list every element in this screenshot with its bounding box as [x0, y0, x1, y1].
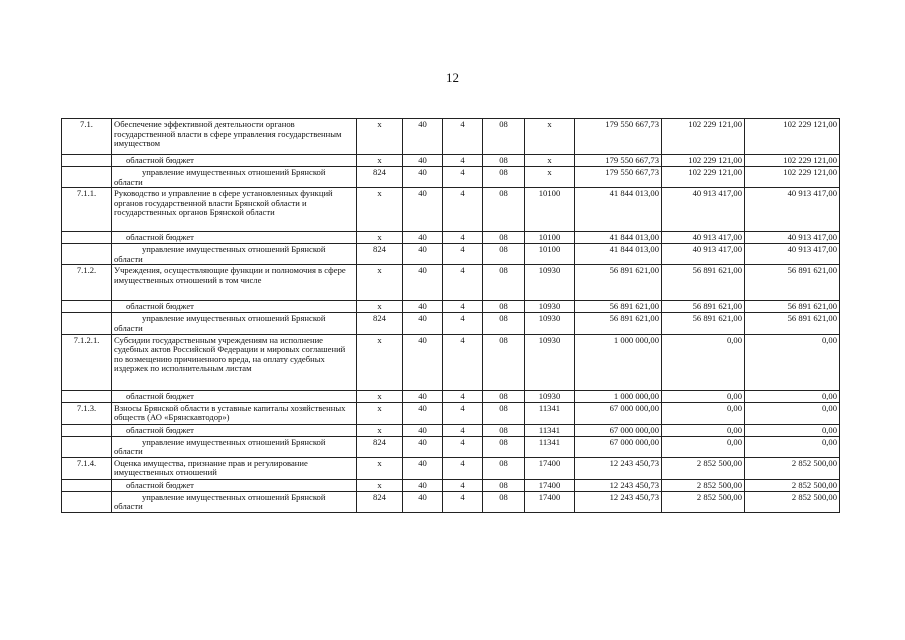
amount-cell: 12 243 450,73 — [575, 491, 662, 512]
budget-table — [61, 118, 840, 513]
code-cell: 11341 — [525, 424, 575, 436]
code-cell: х — [357, 119, 403, 155]
code-cell: 10930 — [525, 301, 575, 313]
code-cell: 40 — [403, 232, 443, 244]
code-cell: 08 — [483, 155, 525, 167]
table-row — [62, 265, 840, 301]
table-row — [62, 390, 840, 402]
code-cell: 824 — [357, 244, 403, 265]
code-cell: 4 — [443, 232, 483, 244]
amount-cell: 56 891 621,00 — [575, 265, 662, 301]
code-cell: 4 — [443, 244, 483, 265]
row-number-cell: 7.1. — [62, 119, 112, 155]
amount-cell: 0,00 — [745, 402, 840, 424]
amount-cell: 40 913 417,00 — [745, 244, 840, 265]
table-row — [62, 167, 840, 188]
code-cell: 08 — [483, 390, 525, 402]
amount-cell: 179 550 667,73 — [575, 119, 662, 155]
code-cell: 40 — [403, 188, 443, 232]
row-number-cell — [62, 244, 112, 265]
amount-cell: 41 844 013,00 — [575, 244, 662, 265]
code-cell: 4 — [443, 402, 483, 424]
amount-cell: 2 852 500,00 — [745, 457, 840, 479]
code-cell: 824 — [357, 491, 403, 512]
code-cell: 08 — [483, 436, 525, 457]
amount-cell: 0,00 — [662, 402, 745, 424]
amount-cell: 102 229 121,00 — [745, 119, 840, 155]
code-cell: 08 — [483, 188, 525, 232]
row-name-cell: управление имущественных отношений Брянской области — [112, 313, 357, 334]
code-cell: 40 — [403, 436, 443, 457]
row-name-cell: областной бюджет — [112, 232, 357, 244]
code-cell: 824 — [357, 167, 403, 188]
amount-cell: 56 891 621,00 — [662, 265, 745, 301]
code-cell: х — [357, 479, 403, 491]
row-number-cell: 7.1.2.1. — [62, 334, 112, 390]
row-number-cell: 7.1.3. — [62, 402, 112, 424]
code-cell: 4 — [443, 390, 483, 402]
row-name-cell: областной бюджет — [112, 479, 357, 491]
code-cell: 4 — [443, 491, 483, 512]
row-number-cell — [62, 479, 112, 491]
row-number-cell — [62, 436, 112, 457]
code-cell: 40 — [403, 402, 443, 424]
code-cell: 17400 — [525, 457, 575, 479]
row-number-cell — [62, 167, 112, 188]
code-cell: 4 — [443, 424, 483, 436]
code-cell: х — [357, 232, 403, 244]
code-cell: 08 — [483, 491, 525, 512]
code-cell: 4 — [443, 479, 483, 491]
row-number-cell: 7.1.2. — [62, 265, 112, 301]
row-number-cell — [62, 313, 112, 334]
amount-cell: 56 891 621,00 — [662, 313, 745, 334]
amount-cell: 2 852 500,00 — [662, 491, 745, 512]
table-row — [62, 119, 840, 155]
table-row — [62, 479, 840, 491]
amount-cell: 40 913 417,00 — [662, 188, 745, 232]
table-row — [62, 155, 840, 167]
amount-cell: 56 891 621,00 — [575, 301, 662, 313]
amount-cell: 40 913 417,00 — [745, 232, 840, 244]
amount-cell: 67 000 000,00 — [575, 436, 662, 457]
code-cell: 17400 — [525, 491, 575, 512]
code-cell: 40 — [403, 119, 443, 155]
row-number-cell — [62, 301, 112, 313]
code-cell: х — [357, 457, 403, 479]
code-cell: 4 — [443, 313, 483, 334]
code-cell: 10930 — [525, 313, 575, 334]
code-cell: х — [357, 155, 403, 167]
amount-cell: 0,00 — [662, 424, 745, 436]
amount-cell: 12 243 450,73 — [575, 457, 662, 479]
table-row — [62, 491, 840, 512]
table-row — [62, 232, 840, 244]
amount-cell: 40 913 417,00 — [662, 244, 745, 265]
amount-cell: 0,00 — [662, 436, 745, 457]
code-cell: 11341 — [525, 402, 575, 424]
row-name-cell: областной бюджет — [112, 155, 357, 167]
code-cell: 4 — [443, 436, 483, 457]
row-number-cell: 7.1.4. — [62, 457, 112, 479]
amount-cell: 12 243 450,73 — [575, 479, 662, 491]
amount-cell: 0,00 — [662, 390, 745, 402]
code-cell: 08 — [483, 402, 525, 424]
amount-cell: 102 229 121,00 — [662, 119, 745, 155]
code-cell: 10930 — [525, 334, 575, 390]
amount-cell: 0,00 — [662, 334, 745, 390]
amount-cell: 2 852 500,00 — [662, 479, 745, 491]
amount-cell: 0,00 — [745, 436, 840, 457]
code-cell: 10100 — [525, 188, 575, 232]
amount-cell: 102 229 121,00 — [745, 155, 840, 167]
code-cell: 40 — [403, 167, 443, 188]
amount-cell: 102 229 121,00 — [662, 155, 745, 167]
code-cell: 824 — [357, 313, 403, 334]
code-cell: 08 — [483, 424, 525, 436]
code-cell: 40 — [403, 334, 443, 390]
code-cell: 4 — [443, 155, 483, 167]
amount-cell: 41 844 013,00 — [575, 232, 662, 244]
code-cell: 40 — [403, 244, 443, 265]
table-row — [62, 244, 840, 265]
table-row — [62, 402, 840, 424]
table-row — [62, 313, 840, 334]
code-cell: 08 — [483, 265, 525, 301]
amount-cell: 56 891 621,00 — [575, 313, 662, 334]
row-number-cell — [62, 424, 112, 436]
code-cell: х — [357, 265, 403, 301]
amount-cell: 56 891 621,00 — [745, 301, 840, 313]
code-cell: 08 — [483, 244, 525, 265]
code-cell: 11341 — [525, 436, 575, 457]
code-cell: х — [357, 334, 403, 390]
amount-cell: 41 844 013,00 — [575, 188, 662, 232]
row-name-cell: управление имущественных отношений Брянской области — [112, 167, 357, 188]
amount-cell: 56 891 621,00 — [745, 313, 840, 334]
code-cell: 08 — [483, 457, 525, 479]
row-name-cell: управление имущественных отношений Брянской области — [112, 436, 357, 457]
table-row — [62, 424, 840, 436]
code-cell: х — [525, 155, 575, 167]
code-cell: х — [525, 167, 575, 188]
row-name-cell: областной бюджет — [112, 390, 357, 402]
table-row — [62, 436, 840, 457]
code-cell: 4 — [443, 119, 483, 155]
code-cell: 40 — [403, 457, 443, 479]
amount-cell: 1 000 000,00 — [575, 334, 662, 390]
code-cell: 40 — [403, 424, 443, 436]
table-row — [62, 457, 840, 479]
amount-cell: 67 000 000,00 — [575, 424, 662, 436]
table-body — [62, 119, 840, 513]
row-name-cell: управление имущественных отношений Брянской области — [112, 491, 357, 512]
code-cell: 4 — [443, 265, 483, 301]
row-number-cell — [62, 390, 112, 402]
amount-cell: 67 000 000,00 — [575, 402, 662, 424]
code-cell: 4 — [443, 334, 483, 390]
code-cell: 4 — [443, 188, 483, 232]
code-cell: 17400 — [525, 479, 575, 491]
code-cell: 40 — [403, 491, 443, 512]
row-name-cell: управление имущественных отношений Брянской области — [112, 244, 357, 265]
amount-cell: 179 550 667,73 — [575, 167, 662, 188]
code-cell: х — [357, 402, 403, 424]
code-cell: 08 — [483, 313, 525, 334]
code-cell: х — [357, 390, 403, 402]
amount-cell: 1 000 000,00 — [575, 390, 662, 402]
row-name-cell: Учреждения, осуществляющие функции и полномочия в сфере имущественных отношений в том числе — [112, 265, 357, 301]
amount-cell: 40 913 417,00 — [745, 188, 840, 232]
code-cell: х — [357, 301, 403, 313]
code-cell: 10930 — [525, 265, 575, 301]
code-cell: 10100 — [525, 232, 575, 244]
code-cell: 40 — [403, 301, 443, 313]
row-name-cell: Взносы Брянской области в уставные капиталы хозяйственных обществ (АО «Брянскавтодор») — [112, 402, 357, 424]
row-name-cell: областной бюджет — [112, 424, 357, 436]
code-cell: 40 — [403, 479, 443, 491]
row-name-cell: Руководство и управление в сфере установленных функций органов государственной власти Брянской области и государственных органов Брянской области — [112, 188, 357, 232]
table-row — [62, 301, 840, 313]
amount-cell: 2 852 500,00 — [745, 491, 840, 512]
code-cell: 08 — [483, 167, 525, 188]
amount-cell: 2 852 500,00 — [745, 479, 840, 491]
row-name-cell: областной бюджет — [112, 301, 357, 313]
code-cell: 08 — [483, 232, 525, 244]
code-cell: 10100 — [525, 244, 575, 265]
page-number: 12 — [446, 70, 459, 85]
amount-cell: 0,00 — [745, 424, 840, 436]
amount-cell: 102 229 121,00 — [662, 167, 745, 188]
row-name-cell: Обеспечение эффективной деятельности органов государственной власти в сфере управления государственным имуществом — [112, 119, 357, 155]
code-cell: 08 — [483, 479, 525, 491]
row-name-cell: Оценка имущества, признание прав и регулирование имущественных отношений — [112, 457, 357, 479]
code-cell: 08 — [483, 301, 525, 313]
code-cell: 4 — [443, 167, 483, 188]
code-cell: 40 — [403, 155, 443, 167]
row-number-cell — [62, 491, 112, 512]
code-cell: 4 — [443, 301, 483, 313]
row-name-cell: Субсидии государственным учреждениям на исполнение судебных актов Российской Федерации и мировых соглашений по возмещению причиненного вреда, на оплату судебных издержек по исполнительным листам — [112, 334, 357, 390]
amount-cell: 0,00 — [745, 334, 840, 390]
row-number-cell: 7.1.1. — [62, 188, 112, 232]
code-cell: х — [357, 424, 403, 436]
code-cell: 08 — [483, 119, 525, 155]
amount-cell: 2 852 500,00 — [662, 457, 745, 479]
code-cell: 40 — [403, 390, 443, 402]
code-cell: 10930 — [525, 390, 575, 402]
code-cell: 40 — [403, 313, 443, 334]
code-cell: 08 — [483, 334, 525, 390]
code-cell: 4 — [443, 457, 483, 479]
code-cell: 40 — [403, 265, 443, 301]
amount-cell: 56 891 621,00 — [745, 265, 840, 301]
row-number-cell — [62, 155, 112, 167]
amount-cell: 179 550 667,73 — [575, 155, 662, 167]
amount-cell: 40 913 417,00 — [662, 232, 745, 244]
amount-cell: 56 891 621,00 — [662, 301, 745, 313]
amount-cell: 0,00 — [745, 390, 840, 402]
table-row — [62, 334, 840, 390]
code-cell: х — [357, 188, 403, 232]
table-row — [62, 188, 840, 232]
code-cell: 824 — [357, 436, 403, 457]
amount-cell: 102 229 121,00 — [745, 167, 840, 188]
row-number-cell — [62, 232, 112, 244]
code-cell: х — [525, 119, 575, 155]
